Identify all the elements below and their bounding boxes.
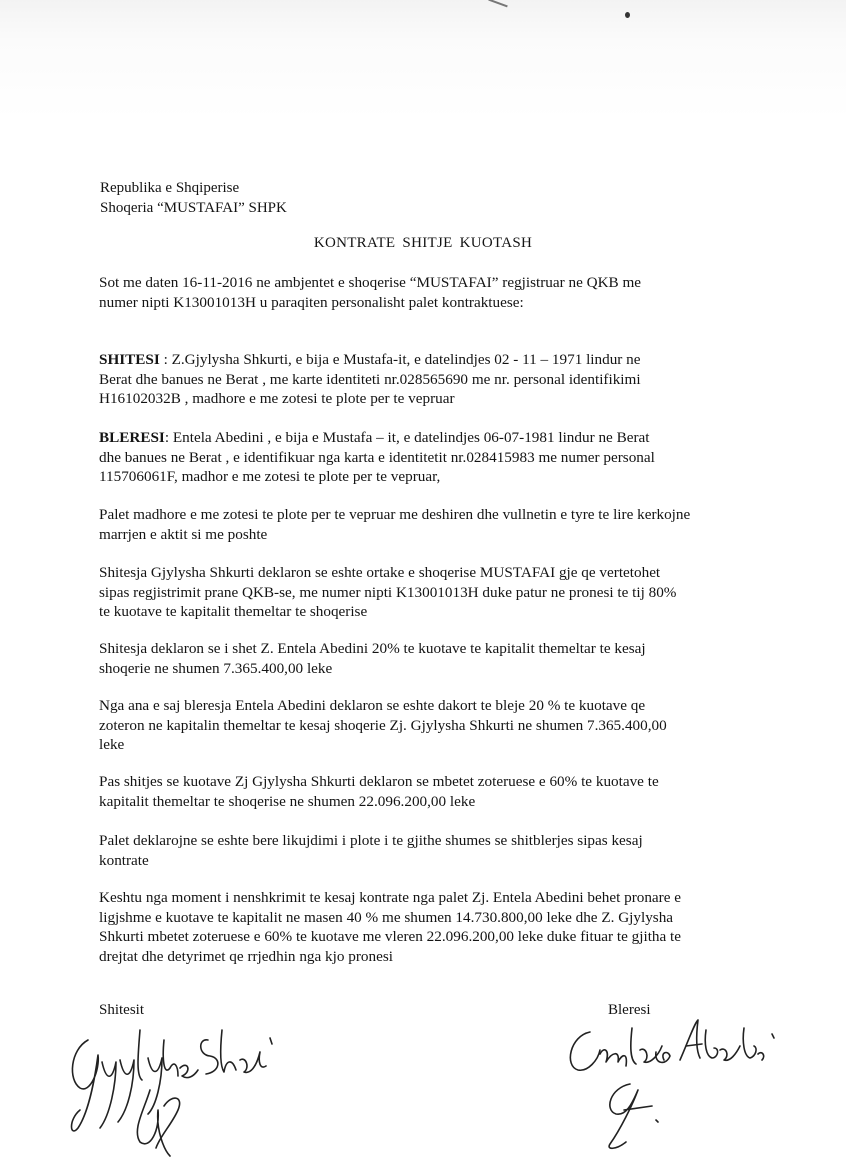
intro-paragraph: Sot me daten 16-11-2016 ne ambjentet e shoqerise “MUSTAFAI” regjistruar ne QKB me numer nipti K13001013H u paraqiten personalisht palet kontraktuese:: [99, 274, 642, 311]
final-paragraph: Keshtu nga moment i nenshkrimit te kesaj kontrate nga palet Zj. Entela Abedini behet pronare e ligjshme e kuotave te kapitalit ne masen 40 % me shumen 14.730.800,00 leke dhe Z. Gjylysha Shkurti mbetet zoteruese e 60% te kuotave me vleren 22.096.200,00 leke duke fituar te gjitha te drejtat dhe detyrimet qe rrjedhin nga kjo pronesi: [99, 889, 682, 965]
scan-mark-top: [488, 0, 507, 7]
buyer-details: : Entela Abedini , e bija e Mustafa – it, e datelindjes 06-07-1981 lindur ne Berat dhe banues ne Berat , e identifikuar nga karta e identitetit nr.028415983 me numer personal 115706061F, madhor e me zotesi te plote per te vepruar,: [99, 429, 655, 485]
sale-paragraph: Shitesja deklaron se i shet Z. Entela Abedini 20% te kuotave te kapitalit themeltar te kesaj shoqerie ne shumen 7.365.400,00 leke: [99, 640, 646, 677]
buyer-signature-label: Bleresi: [608, 1002, 651, 1018]
seller-details: : Z.Gjylysha Shkurti, e bija e Mustafa-it, e datelindjes 02 - 11 – 1971 lindur ne Berat dhe banues ne Berat , me karte identiteti nr.028565690 me nr. personal identifikimi H16102032B , madhore e me zotesi te plote per te vepruar: [99, 351, 641, 407]
seller-declaration-paragraph: Shitesja Gjylysha Shkurti deklaron se eshte ortake e shoqerise MUSTAFAI gje qe vertetohet sipas regjistrimit prane QKB-se, me numer nipti K13001013H duke patur ne pronesi te tij 80% te kuotave te kapitalit themeltar te shoqerise: [99, 564, 677, 620]
seller-signature: [60, 1010, 290, 1160]
parties-paragraph: Palet madhore e me zotesi te plote per te vepruar me deshiren dhe vullnetin e tyre te lire kerkojne marrjen e aktit si me poshte: [99, 506, 691, 543]
after-sale-paragraph: Pas shitjes se kuotave Zj Gjylysha Shkurti deklaron se mbetet zoteruese e 60% te kuotave te kapitalit themeltar te shoqerise ne shumen 22.096.200,00 leke: [99, 773, 659, 810]
header-company: Shoqeria “MUSTAFAI” SHPK: [100, 200, 287, 216]
buyer-paragraph: [99, 428, 749, 487]
seller-paragraph: [99, 350, 749, 409]
payment-paragraph: Palet deklarojne se eshte bere likujdimi i plote i te gjithe shumes se shitblerjes sipas kesaj kontrate: [99, 832, 643, 869]
header-country: Republika e Shqiperise: [100, 180, 240, 196]
buyer-agreement-paragraph: Nga ana e saj bleresja Entela Abedini deklaron se eshte dakort te bleje 20 % te kuotave qe zoteron ne kapitalin themeltar te kesaj shoqerie Zj. Gjylysha Shkurti ne shumen 7.365.400,00 leke: [99, 697, 667, 753]
scan-dot: [625, 12, 630, 18]
document-title: KONTRATE SHITJE KUOTASH: [313, 235, 533, 251]
seller-label: SHITESI: [99, 351, 160, 368]
buyer-signature: [560, 1010, 780, 1160]
document-header: [100, 178, 287, 218]
seller-signature-label: Shitesit: [99, 1002, 145, 1018]
buyer-label: BLERESI: [99, 429, 165, 446]
